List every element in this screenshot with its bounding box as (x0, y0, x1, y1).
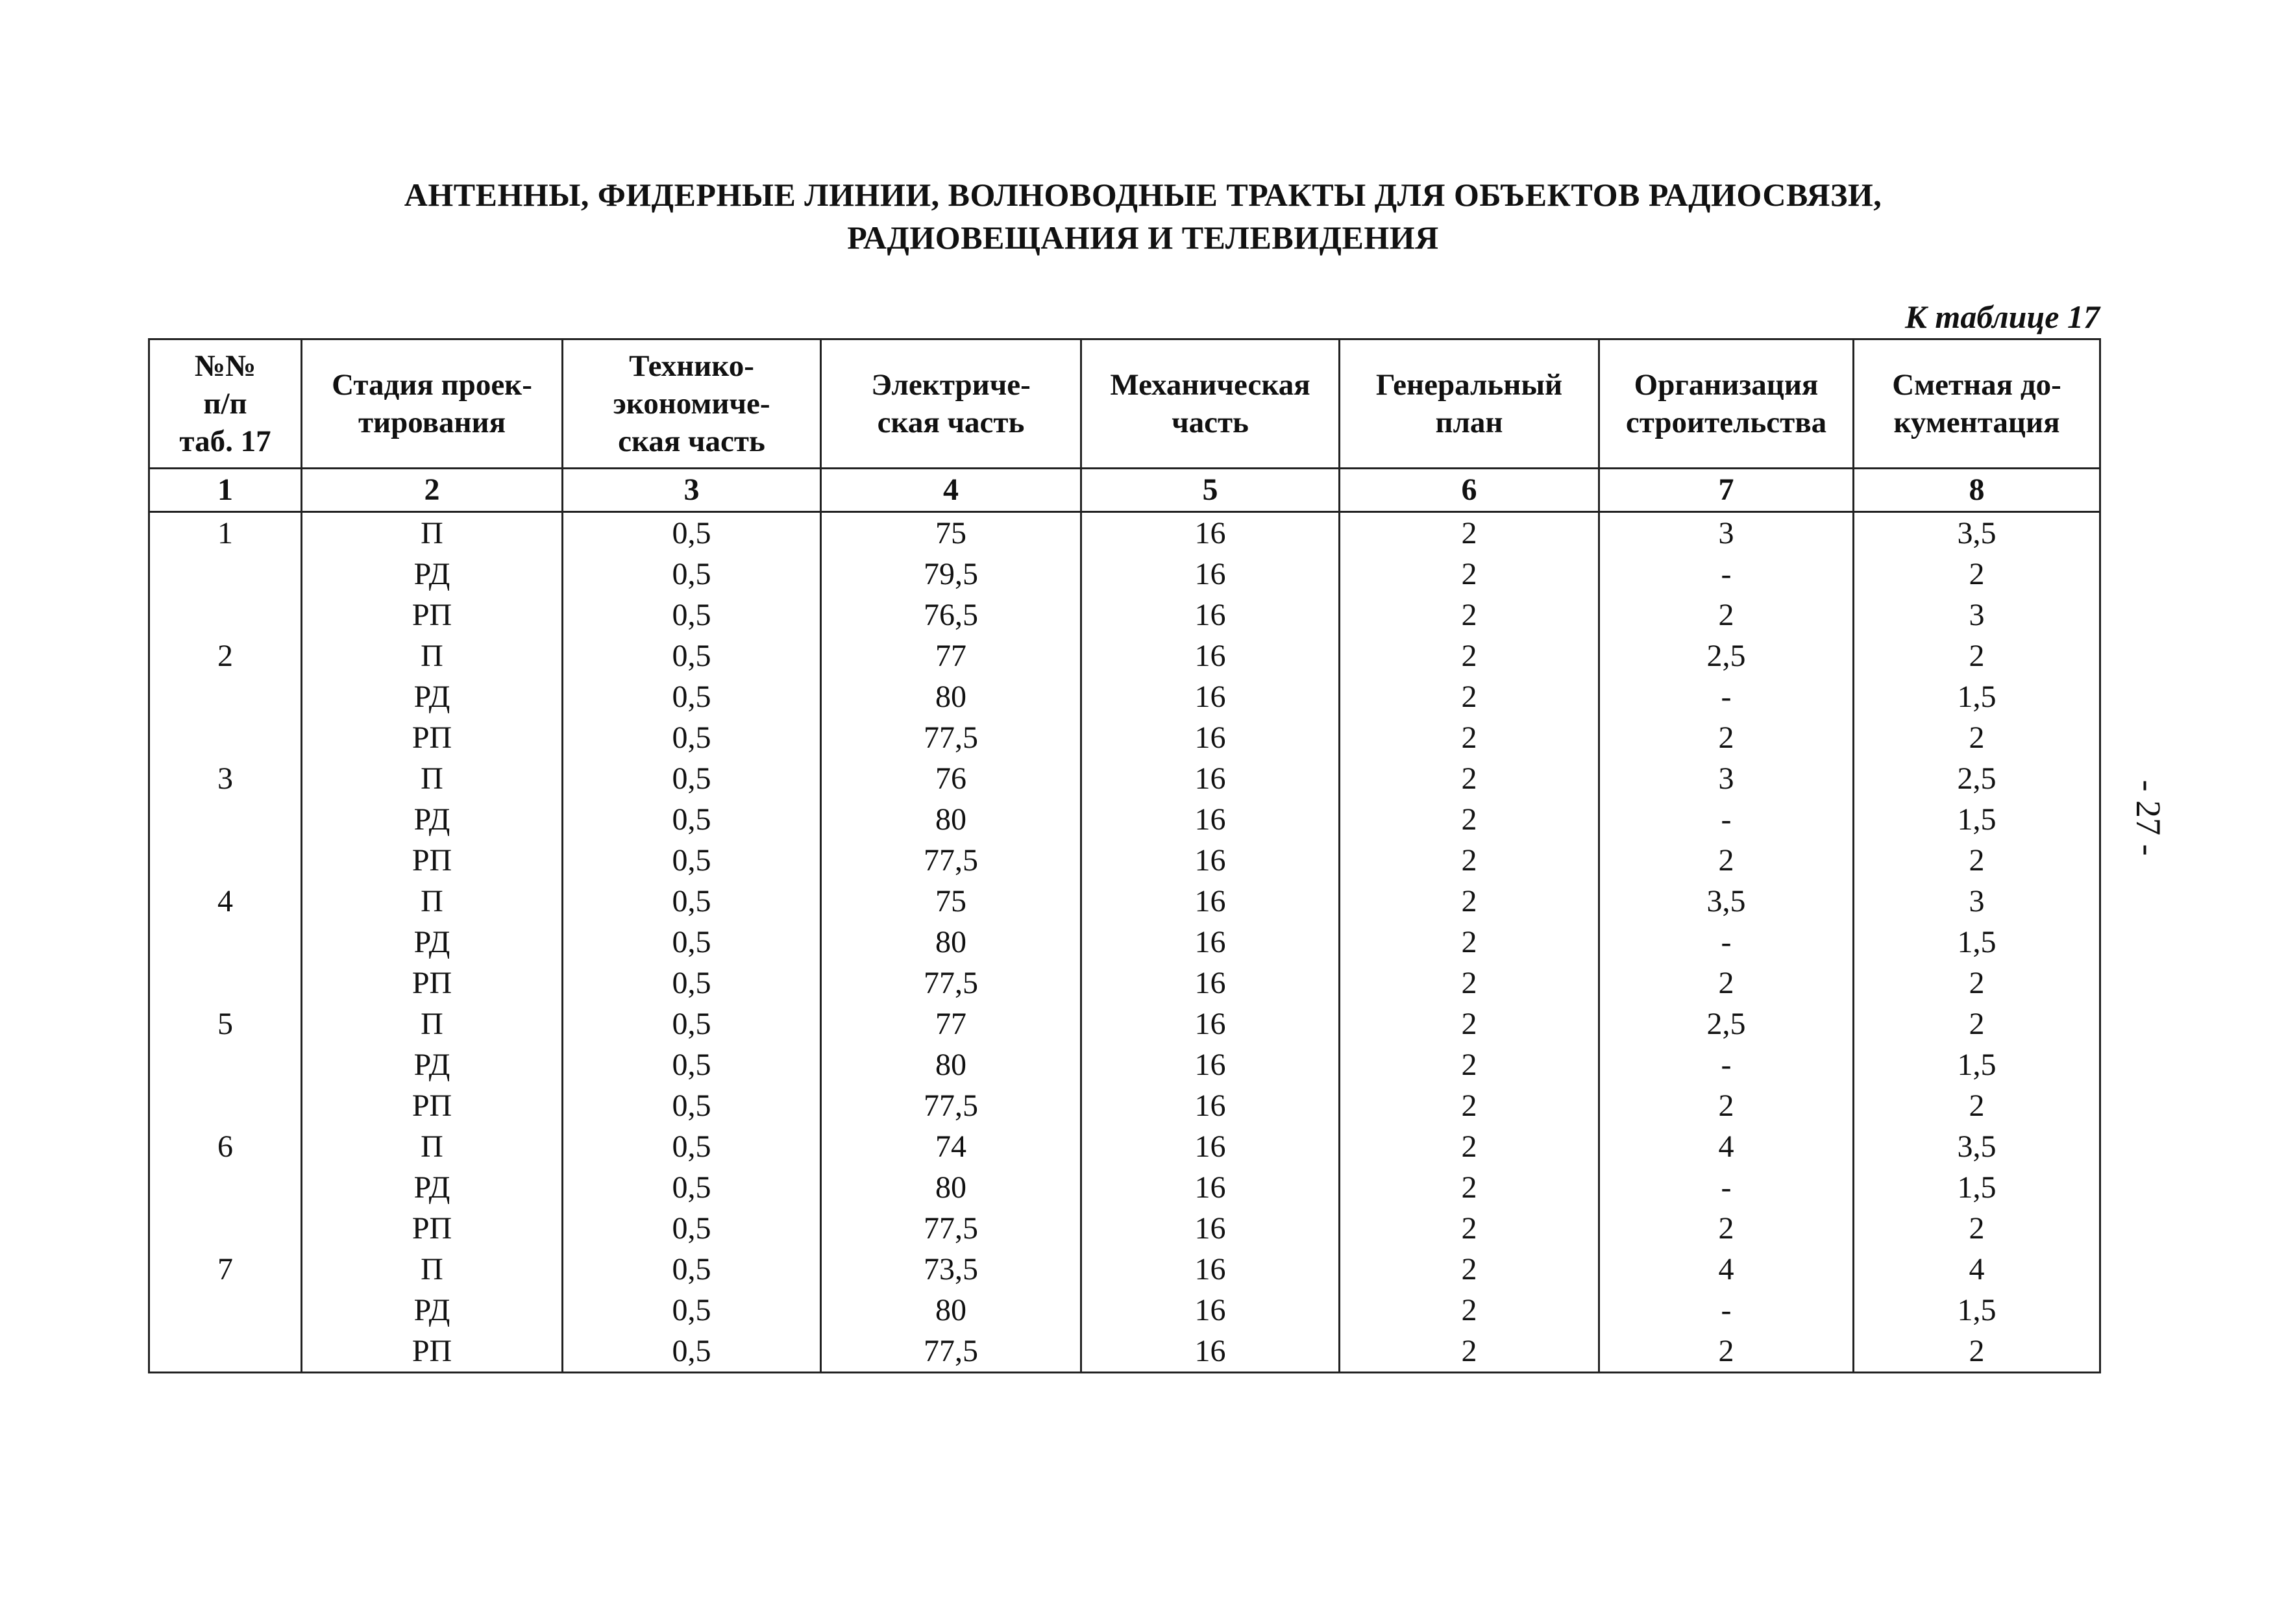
distribution-table (148, 338, 2101, 1373)
table-cell: 77,5 (821, 1208, 1081, 1249)
table-cell: 1,5 (1854, 1167, 2100, 1208)
table-row (149, 881, 2100, 922)
table-cell: 2 (1854, 963, 2100, 1003)
table-cell: 2 (1599, 1085, 1854, 1126)
table-cell: 2 (1340, 676, 1599, 717)
table-cell: 4 (149, 881, 302, 922)
table-row (149, 1126, 2100, 1167)
table-cell: 0,5 (563, 1290, 821, 1331)
table-cell: 2 (1340, 840, 1599, 881)
header-text-line: Организация (1634, 368, 1819, 402)
table-cell: 0,5 (563, 840, 821, 881)
table-cell: П (302, 1249, 563, 1290)
table-cell: 3,5 (1854, 1126, 2100, 1167)
table-cell: 2 (1854, 1085, 2100, 1126)
table-cell: 16 (1081, 1085, 1340, 1126)
table-cell: 2 (1599, 595, 1854, 635)
table-cell: 2 (1854, 554, 2100, 595)
table-cell: 16 (1081, 1331, 1340, 1373)
table-cell: 16 (1081, 1249, 1340, 1290)
table-row (149, 799, 2100, 840)
table-cell: 2 (1340, 881, 1599, 922)
column-number: 8 (1854, 469, 2100, 512)
page-number: - 27 - (2129, 780, 2168, 856)
table-cell: 2,5 (1599, 635, 1854, 676)
table-cell (149, 1290, 302, 1331)
header-text-line: Стадия проек- (332, 368, 532, 402)
header-text-line: таб. 17 (179, 424, 271, 458)
table-cell: 5 (149, 1003, 302, 1044)
table-cell: 77 (821, 635, 1081, 676)
column-number: 2 (302, 469, 563, 512)
table-row (149, 758, 2100, 799)
table-cell: 2 (1854, 840, 2100, 881)
table-row (149, 1167, 2100, 1208)
table-cell: 16 (1081, 1126, 1340, 1167)
table-cell: 1 (149, 512, 302, 554)
header-text-line: план (1435, 406, 1503, 439)
table-cell: 2 (1340, 1167, 1599, 1208)
table-cell: 3 (1599, 512, 1854, 554)
table-cell: 2 (1340, 922, 1599, 963)
header-design-stage (302, 339, 563, 469)
table-cell (149, 676, 302, 717)
table-cell: 2,5 (1599, 1003, 1854, 1044)
table-cell: 2 (1340, 1044, 1599, 1085)
table-cell: РП (302, 963, 563, 1003)
table-cell: 16 (1081, 1290, 1340, 1331)
table-cell: 77,5 (821, 963, 1081, 1003)
table-cell: РД (302, 799, 563, 840)
header-text-line: Сметная до- (1892, 368, 2061, 402)
header-text-line: ская часть (618, 424, 765, 458)
header-text-line: тирования (358, 406, 506, 439)
table-reference: К таблице 17 (1905, 299, 2100, 335)
table-cell: 1,5 (1854, 1044, 2100, 1085)
table-cell: 2 (1340, 1208, 1599, 1249)
table-cell: 16 (1081, 554, 1340, 595)
table-cell: 2 (1340, 554, 1599, 595)
table-cell: 0,5 (563, 963, 821, 1003)
header-text-line: Технико- (629, 349, 754, 383)
table-cell: 0,5 (563, 512, 821, 554)
table-cell: - (1599, 554, 1854, 595)
column-number-row (149, 469, 2100, 512)
table-row (149, 963, 2100, 1003)
table-cell: - (1599, 1290, 1854, 1331)
table-cell: 2 (1340, 1290, 1599, 1331)
table-cell: 0,5 (563, 1085, 821, 1126)
table-cell: 77,5 (821, 840, 1081, 881)
table-cell: 0,5 (563, 1167, 821, 1208)
table-cell: - (1599, 1044, 1854, 1085)
header-technical-economic (563, 339, 821, 469)
table-cell: 80 (821, 1290, 1081, 1331)
table-cell (149, 922, 302, 963)
table-row (149, 676, 2100, 717)
header-row (149, 339, 2100, 469)
table-cell: РП (302, 1331, 563, 1373)
table-cell: 2 (1599, 963, 1854, 1003)
table-cell: 0,5 (563, 799, 821, 840)
table-cell: РП (302, 840, 563, 881)
table-cell: 16 (1081, 1208, 1340, 1249)
table-cell: 2 (1340, 963, 1599, 1003)
table-cell: 3 (1854, 881, 2100, 922)
header-electrical (821, 339, 1081, 469)
table-row (149, 595, 2100, 635)
table-cell: 79,5 (821, 554, 1081, 595)
column-number: 5 (1081, 469, 1340, 512)
table-cell: 3 (149, 758, 302, 799)
table-cell: 0,5 (563, 1208, 821, 1249)
header-text-line: Механическая (1110, 368, 1310, 402)
table-cell (149, 963, 302, 1003)
table-cell: 0,5 (563, 1126, 821, 1167)
table-cell: РД (302, 554, 563, 595)
table-cell: 4 (1599, 1249, 1854, 1290)
table-cell: 1,5 (1854, 1290, 2100, 1331)
table-cell: 2 (1599, 840, 1854, 881)
header-text-line: п/п (203, 387, 247, 421)
table-cell: 73,5 (821, 1249, 1081, 1290)
table-cell: 0,5 (563, 635, 821, 676)
table-cell: 80 (821, 676, 1081, 717)
table-cell (149, 1044, 302, 1085)
table-body (149, 512, 2100, 1373)
table-cell: 0,5 (563, 881, 821, 922)
table-cell (149, 717, 302, 758)
header-text-line: строительства (1625, 406, 1827, 439)
table-cell: 2 (1854, 1003, 2100, 1044)
table-row (149, 840, 2100, 881)
table-cell: РД (302, 676, 563, 717)
table-cell: 2 (1599, 717, 1854, 758)
table-cell: 2 (1340, 595, 1599, 635)
table-cell: 2 (1340, 799, 1599, 840)
column-number: 3 (563, 469, 821, 512)
table-row (149, 512, 2100, 554)
table-cell: 0,5 (563, 717, 821, 758)
table-cell: 16 (1081, 963, 1340, 1003)
document-title-line-2: РАДИОВЕЩАНИЯ И ТЕЛЕВИДЕНИЯ (847, 219, 1439, 256)
table-cell: 1,5 (1854, 799, 2100, 840)
table-cell: П (302, 758, 563, 799)
table-cell (149, 554, 302, 595)
table-cell: 0,5 (563, 554, 821, 595)
column-number: 7 (1599, 469, 1854, 512)
header-text-line: Генеральный (1375, 368, 1563, 402)
column-number: 1 (149, 469, 302, 512)
table-cell (149, 840, 302, 881)
table-cell: РД (302, 1290, 563, 1331)
table-cell: 0,5 (563, 922, 821, 963)
table-cell: 3 (1854, 595, 2100, 635)
table-cell: - (1599, 922, 1854, 963)
table-cell: 16 (1081, 1167, 1340, 1208)
table-cell (149, 1208, 302, 1249)
table-cell: 2 (1340, 717, 1599, 758)
table-cell: 3,5 (1854, 512, 2100, 554)
table-row (149, 1003, 2100, 1044)
table-cell: 1,5 (1854, 922, 2100, 963)
table-cell: 0,5 (563, 595, 821, 635)
table-row (149, 1290, 2100, 1331)
header-text-line: ская часть (877, 406, 1025, 439)
table-cell: 2 (149, 635, 302, 676)
table-cell: 2 (1340, 758, 1599, 799)
table-cell: 77,5 (821, 717, 1081, 758)
table-cell: 4 (1854, 1249, 2100, 1290)
table-cell: П (302, 1126, 563, 1167)
table-cell: 2 (1854, 635, 2100, 676)
table-cell: - (1599, 1167, 1854, 1208)
table-cell: П (302, 881, 563, 922)
table-cell: 16 (1081, 840, 1340, 881)
table-cell (149, 1085, 302, 1126)
header-text-line: №№ (194, 349, 256, 383)
table-cell (149, 595, 302, 635)
table-cell: 2 (1340, 1126, 1599, 1167)
table-cell: 80 (821, 799, 1081, 840)
table-cell: 3,5 (1599, 881, 1854, 922)
table-cell: 16 (1081, 758, 1340, 799)
table-cell: 2 (1340, 1085, 1599, 1126)
table-cell: 16 (1081, 512, 1340, 554)
table-row (149, 717, 2100, 758)
table-cell: РД (302, 1167, 563, 1208)
table-cell: 80 (821, 1044, 1081, 1085)
table-cell: 77,5 (821, 1331, 1081, 1373)
table-cell: 16 (1081, 676, 1340, 717)
table-cell: 2 (1340, 1331, 1599, 1373)
table-cell: 4 (1599, 1126, 1854, 1167)
table-cell (149, 799, 302, 840)
table-cell: 80 (821, 1167, 1081, 1208)
table-row (149, 1249, 2100, 1290)
table-cell: РД (302, 1044, 563, 1085)
table-cell: 2,5 (1854, 758, 2100, 799)
table-cell: 75 (821, 512, 1081, 554)
table-cell: 75 (821, 881, 1081, 922)
table-cell (149, 1167, 302, 1208)
table-row (149, 1331, 2100, 1373)
table-cell: РД (302, 922, 563, 963)
table-cell: - (1599, 676, 1854, 717)
table-cell: РП (302, 595, 563, 635)
table-cell: П (302, 1003, 563, 1044)
table-cell: 7 (149, 1249, 302, 1290)
table-cell: 2 (1854, 1208, 2100, 1249)
table-cell: 74 (821, 1126, 1081, 1167)
column-number: 6 (1340, 469, 1599, 512)
table-cell: П (302, 635, 563, 676)
table-cell: 2 (1854, 1331, 2100, 1373)
table-cell: 16 (1081, 1044, 1340, 1085)
header-mechanical (1081, 339, 1340, 469)
table-cell: 2 (1599, 1331, 1854, 1373)
table-cell: 16 (1081, 635, 1340, 676)
table-cell: 77,5 (821, 1085, 1081, 1126)
table-row (149, 922, 2100, 963)
table-cell: 2 (1340, 635, 1599, 676)
table-cell: 76,5 (821, 595, 1081, 635)
header-text-line: экономиче- (613, 387, 770, 421)
table-row (149, 1208, 2100, 1249)
document-title-line-1: АНТЕННЫ, ФИДЕРНЫЕ ЛИНИИ, ВОЛНОВОДНЫЕ ТРАКТЫ ДЛЯ ОБЪЕКТОВ РАДИОСВЯЗИ, (404, 177, 1882, 213)
header-text-line: кументация (1893, 406, 2060, 439)
table-cell: РП (302, 1208, 563, 1249)
table-row (149, 1044, 2100, 1085)
table-cell: 0,5 (563, 1331, 821, 1373)
header-construction-organization (1599, 339, 1854, 469)
table-cell: 2 (1340, 512, 1599, 554)
header-row-number (149, 339, 302, 469)
header-estimate-documentation (1854, 339, 2100, 469)
table-cell: 77 (821, 1003, 1081, 1044)
table-cell: - (1599, 799, 1854, 840)
table-cell: 1,5 (1854, 676, 2100, 717)
table-cell: 3 (1599, 758, 1854, 799)
table-cell: РП (302, 1085, 563, 1126)
table-cell: 2 (1340, 1249, 1599, 1290)
table-cell: 2 (1340, 1003, 1599, 1044)
table-cell: 0,5 (563, 1003, 821, 1044)
column-number: 4 (821, 469, 1081, 512)
table-cell: 6 (149, 1126, 302, 1167)
table-cell: 0,5 (563, 1044, 821, 1085)
table-cell: 16 (1081, 799, 1340, 840)
table-cell: 0,5 (563, 676, 821, 717)
table-cell: 80 (821, 922, 1081, 963)
table-row (149, 635, 2100, 676)
table-cell (149, 1331, 302, 1373)
table-cell: 16 (1081, 1003, 1340, 1044)
header-text-line: Электриче- (871, 368, 1031, 402)
header-general-plan (1340, 339, 1599, 469)
table-cell: 16 (1081, 717, 1340, 758)
table-cell: П (302, 512, 563, 554)
table-cell: 16 (1081, 922, 1340, 963)
table-cell: 16 (1081, 881, 1340, 922)
table-row (149, 1085, 2100, 1126)
table-row (149, 554, 2100, 595)
table-cell: 16 (1081, 595, 1340, 635)
table-cell: 0,5 (563, 758, 821, 799)
table-cell: 76 (821, 758, 1081, 799)
table-cell: 2 (1854, 717, 2100, 758)
table-cell: РП (302, 717, 563, 758)
header-text-line: часть (1172, 406, 1249, 439)
table-cell: 2 (1599, 1208, 1854, 1249)
table-cell: 0,5 (563, 1249, 821, 1290)
